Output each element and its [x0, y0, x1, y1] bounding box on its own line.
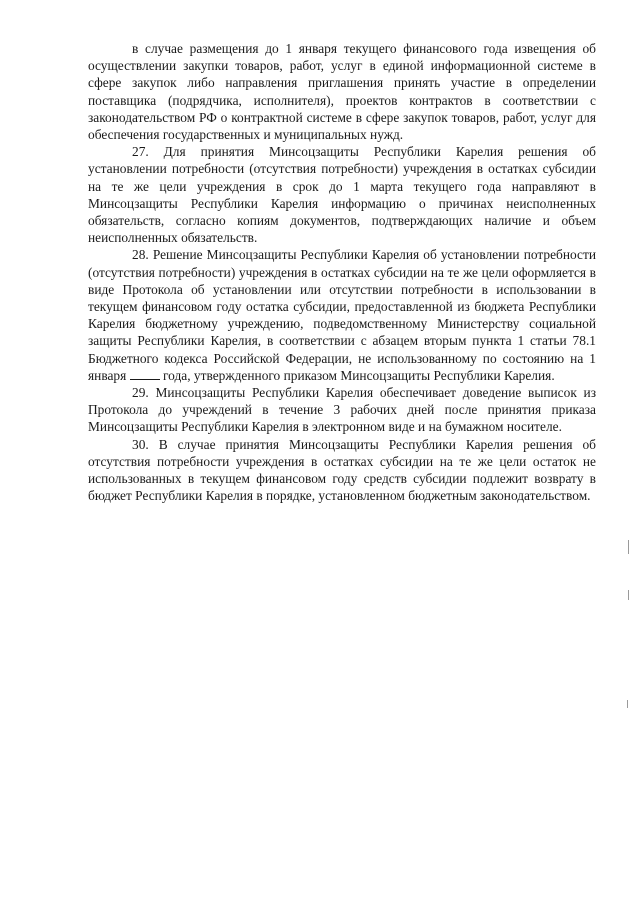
scan-speck: [628, 540, 629, 554]
paragraph-27: 27. Для принятия Минсоцзащиты Республики Карелия решения об установлении потребности (отсутствия потребности) учреждения в остатках субсидии на те же цели учреждения в срок до 1 марта текущего года направляют в Минсоцзащиты Республики Карелия информацию о причинах неисполненных обязательств, согласно копиям документов, подтверждающих наличие и объем неисполненных обязательств.: [88, 144, 596, 246]
paragraph-29: 29. Минсоцзащиты Республики Карелия обеспечивает доведение выписок из Протокола до учреждений в течение 3 рабочих дней после принятия приказа Минсоцзащиты Республики Карелия в электронном виде и на бумажном носителе.: [88, 385, 596, 435]
paragraph-28-text-after: года, утвержденного приказом Минсоцзащиты Республики Карелия.: [163, 367, 555, 383]
year-blank-line: [130, 368, 160, 380]
scan-speck: [627, 700, 628, 708]
scan-speck: [628, 590, 629, 600]
paragraph-28: [88, 246, 596, 384]
paragraph-28-text: 28. Решение Минсоцзащиты Республики Карелия об установлении потребности (отсутствия потребности) учреждения в остатках субсидии на те же цели оформляется в виде Протокола об установлении или отсутствии потребности в использовании в текущем финансовом году остатка субсидии, предоставленной из бюджета Республики Карелия бюджетному учреждению, подведомственному Министерству социальной защиты Республики Карелия, в соответствии с абзацем вторым пункта 1 статьи 78.1 Бюджетного кодекса Российской Федерации, не использованному по состоянию на 1 января: [88, 247, 596, 383]
paragraph-purchase-notice: в случае размещения до 1 января текущего финансового года извещения об осуществлении закупки товаров, работ, услуг в единой информационной системе в сфере закупок либо направления приглашения принять участие в определении поставщика (подрядчика, исполнителя), проектов контрактов в соответствии с законодательством РФ о контрактной системе в сфере закупок товаров, работ, услуг для обеспечения государственных и муниципальных нужд.: [88, 41, 596, 143]
paragraph-30: 30. В случае принятия Минсоцзащиты Республики Карелия решения об отсутствия потребности учреждения в остатках субсидии на те же цели остаток не использованных в текущем финансовом году средств субсидии подлежит возврату в бюджет Республики Карелия в порядке, установленном бюджетным законодательством.: [88, 436, 596, 504]
document-body: [88, 40, 596, 504]
